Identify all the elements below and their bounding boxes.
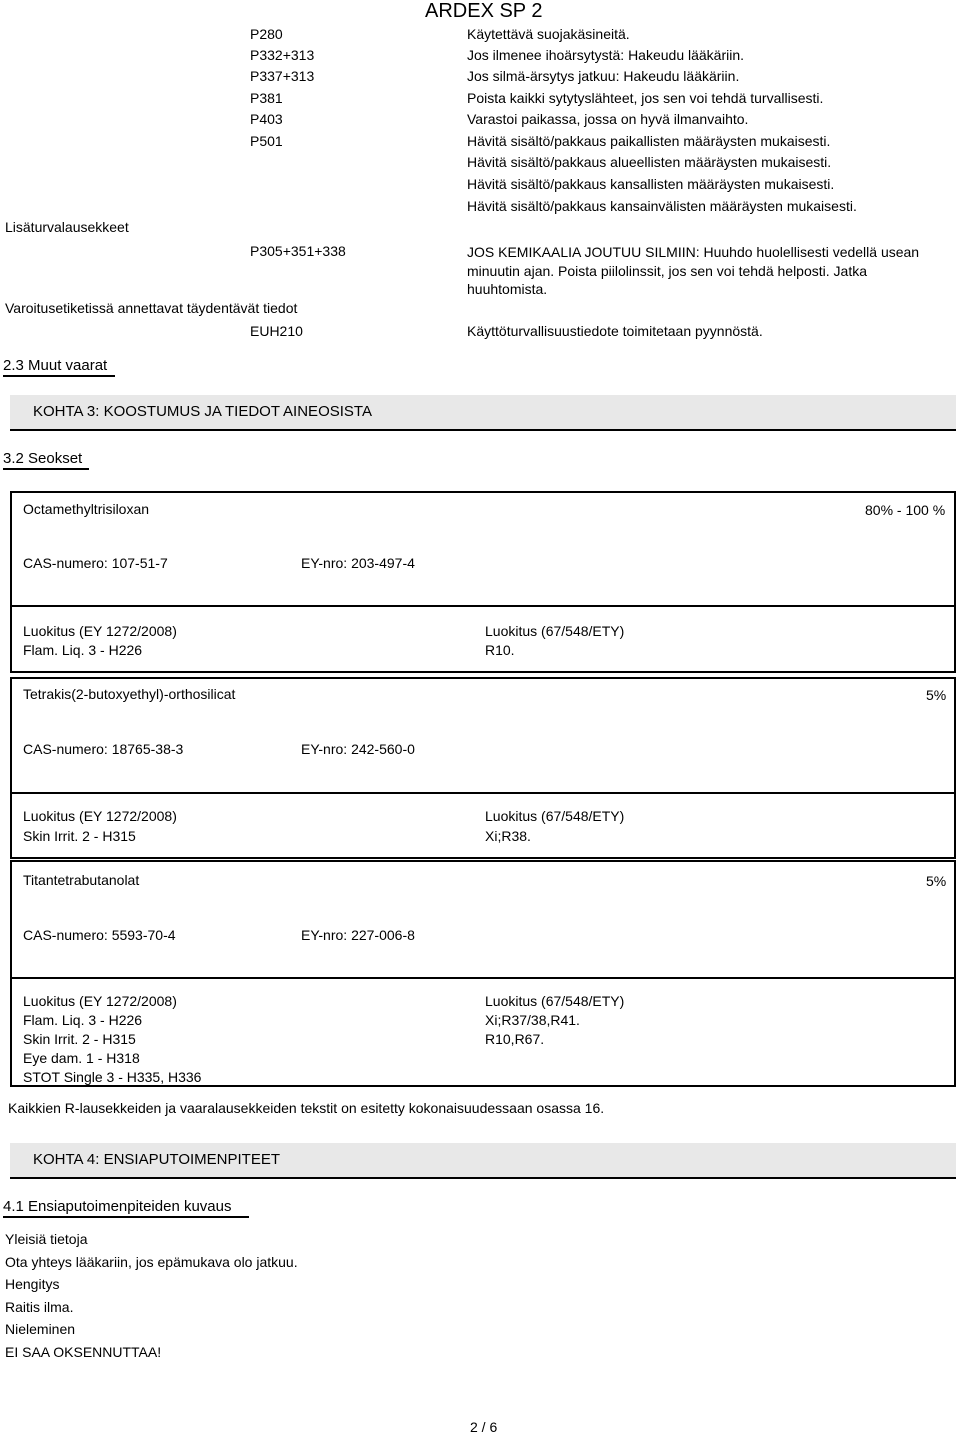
r-phrase-footnote: Kaikkien R-lausekkeiden ja vaaralausekkeiden tekstit on esitetty kokonaisuudessaan osassa 16. xyxy=(8,1100,605,1116)
dsd-title: Luokitus (67/548/ETY) xyxy=(485,808,625,824)
p-text: Hävitä sisältö/pakkaus kansainvälisten määräysten mukaisesti. xyxy=(467,198,857,214)
substance-concentration: 5% xyxy=(926,687,947,703)
cas-number: CAS-numero: 107-51-7 xyxy=(23,555,168,571)
clp-title: Luokitus (EY 1272/2008) xyxy=(23,993,177,1009)
p-code: P501 xyxy=(250,133,283,149)
divider xyxy=(10,605,956,607)
first-aid-line: Raitis ilma. xyxy=(5,1299,74,1315)
cas-number: CAS-numero: 18765-38-3 xyxy=(23,741,184,757)
euh-code: EUH210 xyxy=(250,323,303,339)
p-code: P332+313 xyxy=(250,47,315,63)
divider xyxy=(10,792,956,794)
divider xyxy=(10,977,956,979)
substance-name: Titantetrabutanolat xyxy=(23,872,140,888)
section-3-title: KOHTA 3: KOOSTUMUS JA TIEDOT AINEOSISTA xyxy=(33,403,372,420)
mixtures-heading xyxy=(3,450,82,467)
underline xyxy=(3,375,115,377)
p-text: huuhtomista. xyxy=(467,281,548,297)
substance-box xyxy=(10,677,956,859)
dsd-line: Xi;R37/38,R41. xyxy=(485,1012,580,1028)
p-code: P381 xyxy=(250,90,283,106)
p-text: JOS KEMIKAALIA JOUTUU SILMIIN: Huuhdo huolellisesti vedellä usean xyxy=(467,244,920,260)
section-4-title: KOHTA 4: ENSIAPUTOIMENPITEET xyxy=(33,1151,280,1168)
supplementary-label: Lisäturvalausekkeet xyxy=(5,219,129,235)
p-code: P403 xyxy=(250,111,283,127)
p-code: P305+351+338 xyxy=(250,243,346,259)
p-text: Käytettävä suojakäsineitä. xyxy=(467,26,630,42)
first-aid-line: Nieleminen xyxy=(5,1321,76,1337)
clp-title: Luokitus (EY 1272/2008) xyxy=(23,808,177,824)
first-aid-line: Hengitys xyxy=(5,1276,60,1292)
p-text: Hävitä sisältö/pakkaus paikallisten määräysten mukaisesti. xyxy=(467,133,831,149)
first-aid-line: Yleisiä tietoja xyxy=(5,1231,88,1247)
section-3-header xyxy=(10,395,956,431)
substance-name: Tetrakis(2-butoxyethyl)-orthosilicat xyxy=(23,686,236,702)
substance-box xyxy=(10,860,956,1087)
substance-concentration: 5% xyxy=(926,873,947,889)
first-aid-title: 4.1 Ensiaputoimenpiteiden kuvaus xyxy=(3,1198,232,1215)
other-hazards-heading xyxy=(3,357,107,374)
clp-line: Flam. Liq. 3 - H226 xyxy=(23,642,143,658)
p-code: P337+313 xyxy=(250,68,315,84)
product-title: ARDEX SP 2 xyxy=(425,0,543,22)
p-text: Jos silmä-ärsytys jatkuu: Hakeudu lääkäriin. xyxy=(467,68,740,84)
clp-line: Skin Irrit. 2 - H315 xyxy=(23,1031,136,1047)
substance-name: Octamethyltrisiloxan xyxy=(23,501,150,517)
underline xyxy=(3,1216,249,1218)
dsd-line: R10. xyxy=(485,642,515,658)
mixtures-title: 3.2 Seokset xyxy=(3,450,83,467)
p-text: Jos ilmenee ihoärsytystä: Hakeudu lääkäriin. xyxy=(467,47,745,63)
ey-number: EY-nro: 242-560-0 xyxy=(301,741,415,757)
ey-number: EY-nro: 203-497-4 xyxy=(301,555,415,571)
cas-number: CAS-numero: 5593-70-4 xyxy=(23,927,176,943)
first-aid-line: EI SAA OKSENNUTTAA! xyxy=(5,1344,162,1360)
page-number: 2 / 6 xyxy=(470,1419,498,1435)
p-text: Hävitä sisältö/pakkaus kansallisten määräysten mukaisesti. xyxy=(467,176,835,192)
euh-text: Käyttöturvallisuustiedote toimitetaan pyynnöstä. xyxy=(467,323,763,339)
label-info: Varoitusetiketissä annettavat täydentävät tiedot xyxy=(5,300,298,316)
first-aid-heading xyxy=(3,1198,232,1215)
ey-number: EY-nro: 227-006-8 xyxy=(301,927,415,943)
clp-line: Eye dam. 1 - H318 xyxy=(23,1050,140,1066)
clp-line: STOT Single 3 - H335, H336 xyxy=(23,1069,202,1085)
substance-box xyxy=(10,491,956,673)
other-hazards-text: 2.3 Muut vaarat xyxy=(3,357,108,374)
p-text: minuutin ajan. Poista piilolinssit, jos sen voi tehdä helposti. Jatka xyxy=(467,263,867,279)
p-text: Poista kaikki sytytyslähteet, jos sen voi tehdä turvallisesti. xyxy=(467,90,824,106)
first-aid-line: Ota yhteys lääkariin, jos epämukava olo jatkuu. xyxy=(5,1254,298,1270)
dsd-line: R10,R67. xyxy=(485,1031,545,1047)
dsd-line: Xi;R38. xyxy=(485,828,531,844)
clp-title: Luokitus (EY 1272/2008) xyxy=(23,623,177,639)
p-code: P280 xyxy=(250,26,283,42)
clp-line: Skin Irrit. 2 - H315 xyxy=(23,828,136,844)
dsd-title: Luokitus (67/548/ETY) xyxy=(485,623,625,639)
underline xyxy=(3,468,89,470)
dsd-title: Luokitus (67/548/ETY) xyxy=(485,993,625,1009)
clp-line: Flam. Liq. 3 - H226 xyxy=(23,1012,143,1028)
p-text: Hävitä sisältö/pakkaus alueellisten määräysten mukaisesti. xyxy=(467,154,832,170)
section-4-header xyxy=(10,1143,956,1179)
substance-concentration: 80% - 100 % xyxy=(865,502,946,518)
p-text: Varastoi paikassa, jossa on hyvä ilmanvaihto. xyxy=(467,111,749,127)
